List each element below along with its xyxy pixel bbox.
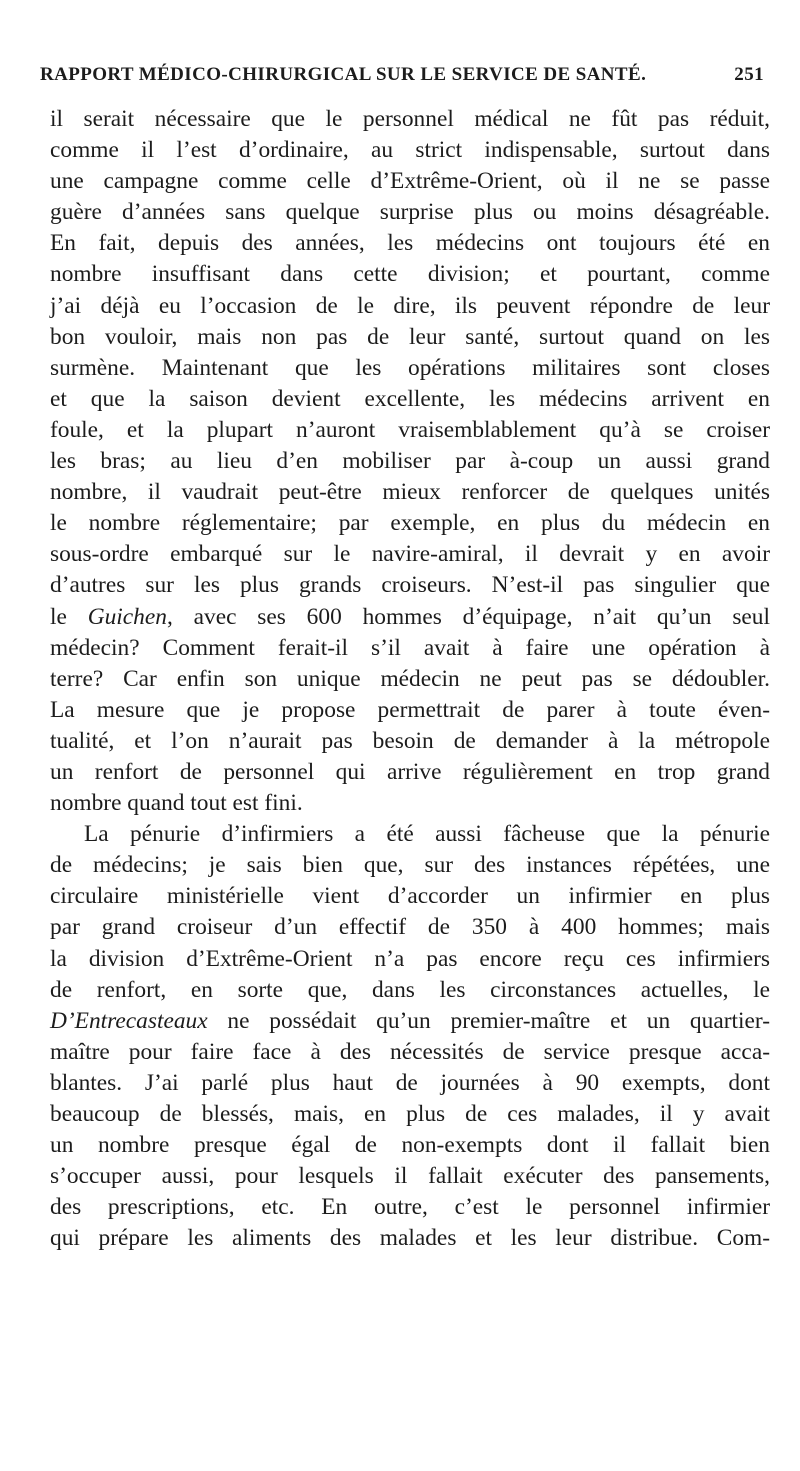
text-line: médecin? Comment ferait-il s’il avait à faire une opération à (50, 634, 770, 661)
text-line: le nombre réglementaire; par exemple, en plus du médecin en (50, 510, 770, 537)
body-text (50, 104, 770, 1254)
line-post: ne possédait qu’un premier-maître et un quartier- (207, 1007, 770, 1034)
running-header (40, 64, 764, 86)
ship-name-entrecasteaux: D’Entrecasteaux (50, 1007, 208, 1034)
text-line: foule, et la plupart n’auront vraisemblablement qu’à se croiser (50, 416, 770, 443)
text-line: il serait nécessaire que le personnel médical ne fût pas réduit, (50, 106, 770, 132)
text-line: un renfort de personnel qui arrive régulièrement en trop grand (50, 758, 770, 785)
text-line: qui prépare les aliments des malades et les leur distribue. Com- (50, 1225, 770, 1252)
text-line: des prescriptions, etc. En outre, c’est le personnel infirmier (50, 1194, 770, 1221)
text-line: de renfort, en sorte que, dans les circonstances actuelles, le (50, 976, 770, 1003)
text-line: de médecins; je sais bien que, sur des instances répétées, une (50, 852, 770, 879)
ship-name-guichen: Guichen (87, 603, 167, 630)
text-line: beaucoup de blessés, mais, en plus de ces malades, il y avait (50, 1101, 770, 1127)
text-line: comme il l’est d’ordinaire, au strict indispensable, surtout dans (50, 137, 770, 164)
text-line: d’autres sur les plus grands croiseurs. N’est-il pas singulier que (50, 572, 770, 599)
line-post: , avec ses 600 hommes d’équipage, n’ait qu’un seul (166, 603, 770, 630)
text-line (50, 602, 770, 633)
text-line: une campagne comme celle d’Extrême-Orient, où il ne se passe (50, 168, 770, 195)
text-line: En fait, depuis des années, les médecins ont toujours été en (50, 230, 770, 257)
text-line: la division d’Extrême-Orient n’a pas encore reçu ces infirmiers (50, 945, 770, 972)
text-line: les bras; au lieu d’en mobiliser par à-coup un aussi grand (50, 448, 770, 475)
text-line: nombre insuffisant dans cette division; et pourtant, comme (50, 261, 770, 288)
text-line: un nombre presque égal de non-exempts dont il fallait bien (50, 1132, 770, 1159)
text-line: La mesure que je propose permettrait de parer à toute éven- (50, 696, 770, 723)
text-line: nombre quand tout est fini. (50, 790, 303, 817)
text-line: maître pour faire face à des nécessités de service presque acca- (50, 1038, 770, 1065)
text-line: tualité, et l’on n’aurait pas besoin de demander à la métropole (50, 727, 770, 754)
text-line: guère d’années sans quelque surprise plus ou moins désagréable. (50, 199, 770, 226)
text-line: s’occuper aussi, pour lesquels il fallait exécuter des pansements, (50, 1163, 770, 1190)
line-pre: le (50, 603, 88, 630)
text-line: j’ai déjà eu l’occasion de le dire, ils peuvent répondre de leur (50, 292, 770, 319)
text-line: et que la saison devient excellente, les médecins arrivent en (50, 385, 770, 412)
text-line: par grand croiseur d’un effectif de 350 à 400 hommes; mais (50, 914, 770, 941)
text-line: terre? Car enfin son unique médecin ne peut pas se dédoubler. (50, 665, 770, 692)
page-number: 251 (734, 64, 764, 85)
text-line: surmène. Maintenant que les opérations militaires sont closes (50, 354, 770, 381)
text-line: sous-ordre embarqué sur le navire-amiral, il devrait y en avoir (50, 541, 770, 568)
text-line (50, 1006, 770, 1037)
text-line: bon vouloir, mais non pas de leur santé, surtout quand on les (50, 323, 770, 350)
text-line: circulaire ministérielle vient d’accorder un infirmier en plus (50, 883, 770, 910)
running-title: RAPPORT MÉDICO-CHIRURGICAL SUR LE SERVICE DE SANTÉ. (40, 64, 647, 85)
text-line: nombre, il vaudrait peut-être mieux renforcer de quelques unités (50, 479, 770, 506)
text-line: La pénurie d’infirmiers a été aussi fâcheuse que la pénurie (84, 821, 770, 848)
text-line: blantes. J’ai parlé plus haut de journées à 90 exempts, dont (50, 1069, 770, 1096)
